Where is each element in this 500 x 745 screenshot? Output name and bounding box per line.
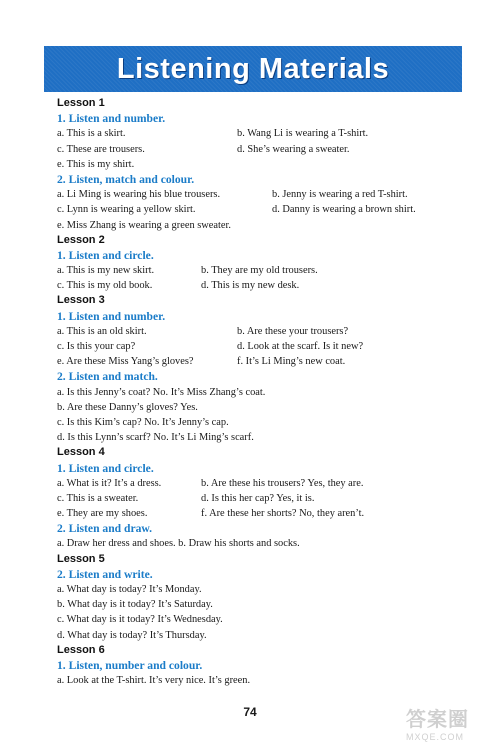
page-number: 74 [243, 705, 257, 719]
exercise-item: b. They are my old trousers. [201, 265, 318, 277]
exercise-row [57, 673, 467, 688]
exercise-row [57, 430, 467, 445]
exercise-item: b. Wang Li is wearing a T-shirt. [237, 128, 369, 140]
watermark-logo-text: 答案圈 [406, 709, 469, 731]
exercise-item: d. Is this Lynn’s scarf? No. It’s Li Ming’s scarf. [57, 432, 254, 444]
exercise-row [57, 400, 467, 415]
lesson-heading: Lesson 5 [57, 552, 105, 565]
exercise-item: e. Miss Zhang is wearing a green sweater. [57, 219, 231, 231]
watermark-site-text: MXQE.COM [406, 732, 465, 742]
exercise-row [57, 354, 467, 369]
exercise-row [57, 202, 467, 217]
exercise-row [57, 628, 467, 643]
exercise-item: c. This is a sweater. [57, 492, 139, 504]
exercise-row [57, 582, 467, 597]
exercise-heading: 1. Listen, number and colour. [57, 658, 203, 672]
exercise-row [57, 612, 467, 627]
exercise-heading: 1. Listen and number. [57, 309, 166, 323]
exercise-item: f. Are these her shorts? No, they aren’t. [201, 508, 365, 520]
exercise-row [57, 157, 467, 172]
exercise-item: b. Are these your trousers? [237, 325, 349, 337]
exercise-item: a. Look at the T-shirt. It’s very nice. It’s green. [57, 675, 251, 687]
exercise-row [57, 415, 467, 430]
exercise-item: b. Are these Danny’s gloves? Yes. [57, 401, 198, 413]
exercise-heading: 1. Listen and circle. [57, 461, 154, 475]
exercise-item: c. Lynn is wearing a yellow skirt. [57, 204, 196, 216]
exercise-heading: 1. Listen and number. [57, 112, 166, 126]
exercise-item: c. Is this Kim’s cap? No. It’s Jenny’s cap. [57, 416, 229, 428]
exercise-row [57, 142, 467, 157]
exercise-item: c. This is my old book. [57, 280, 153, 292]
lesson-heading: Lesson 1 [57, 97, 105, 109]
exercise-heading: 1. Listen and circle. [57, 248, 154, 262]
exercise-item: a. What is it? It’s a dress. [57, 477, 162, 489]
exercise-row [57, 278, 467, 293]
exercise-row [57, 536, 467, 551]
exercise-row [57, 187, 467, 202]
exercise-item: d. What day is today? It’s Thursday. [57, 629, 207, 641]
exercise-heading: 2. Listen and match. [57, 370, 158, 384]
exercise-heading: 2. Listen and write. [57, 567, 153, 581]
exercise-item: d. She’s wearing a sweater. [237, 143, 350, 155]
exercise-item: a. Is this Jenny’s coat? No. It’s Miss Zhang’s coat. [57, 386, 266, 398]
exercise-item: b. Are these his trousers? Yes, they are. [201, 477, 364, 489]
exercise-row [57, 385, 467, 400]
watermark-logo [406, 703, 486, 741]
exercise-row [57, 218, 467, 233]
exercise-row [57, 597, 467, 612]
exercise-item: d. This is my new desk. [201, 280, 300, 292]
exercise-item: d. Is this her cap? Yes, it is. [201, 492, 315, 504]
exercise-item: e. This is my shirt. [57, 158, 135, 170]
exercise-item: a. Draw her dress and shoes. b. Draw his shorts and socks. [57, 538, 300, 550]
exercise-item: c. Is this your cap? [57, 341, 136, 352]
exercise-heading: 2. Listen, match and colour. [57, 172, 195, 186]
page-title: Listening Materials [116, 52, 390, 85]
exercise-item: a. This is an old skirt. [57, 325, 147, 337]
exercise-row [57, 263, 467, 278]
exercise-heading: 2. Listen and draw. [57, 522, 153, 536]
exercise-item: b. What day is it today? It’s Saturday. [57, 599, 213, 611]
exercise-row [57, 491, 467, 506]
exercise-item: c. These are trousers. [57, 143, 145, 155]
exercise-item: a. This is my new skirt. [57, 265, 155, 277]
lesson-heading: Lesson 3 [57, 294, 105, 307]
exercise-item: e. Are these Miss Yang’s gloves? [57, 356, 194, 368]
exercise-item: b. Jenny is wearing a red T-shirt. [272, 189, 408, 201]
title-banner [44, 46, 462, 92]
exercise-item: d. Danny is wearing a brown shirt. [272, 204, 416, 216]
exercise-item: a. Li Ming is wearing his blue trousers. [57, 189, 221, 201]
exercise-item: f. It’s Li Ming’s new coat. [237, 356, 346, 368]
lesson-heading: Lesson 4 [57, 446, 105, 459]
lesson-heading: Lesson 6 [57, 643, 105, 656]
exercise-row [57, 476, 467, 491]
exercise-row [57, 339, 467, 354]
exercise-row [57, 506, 467, 521]
exercise-item: e. They are my shoes. [57, 508, 148, 520]
exercise-item: c. What day is it today? It’s Wednesday. [57, 614, 223, 626]
exercise-item: a. This is a skirt. [57, 128, 126, 140]
exercise-row [57, 126, 467, 141]
listening-content [57, 96, 467, 688]
exercise-row [57, 324, 467, 339]
exercise-item: d. Look at the scarf. Is it new? [237, 341, 364, 352]
exercise-item: a. What day is today? It’s Monday. [57, 584, 202, 595]
lesson-heading: Lesson 2 [57, 233, 105, 246]
